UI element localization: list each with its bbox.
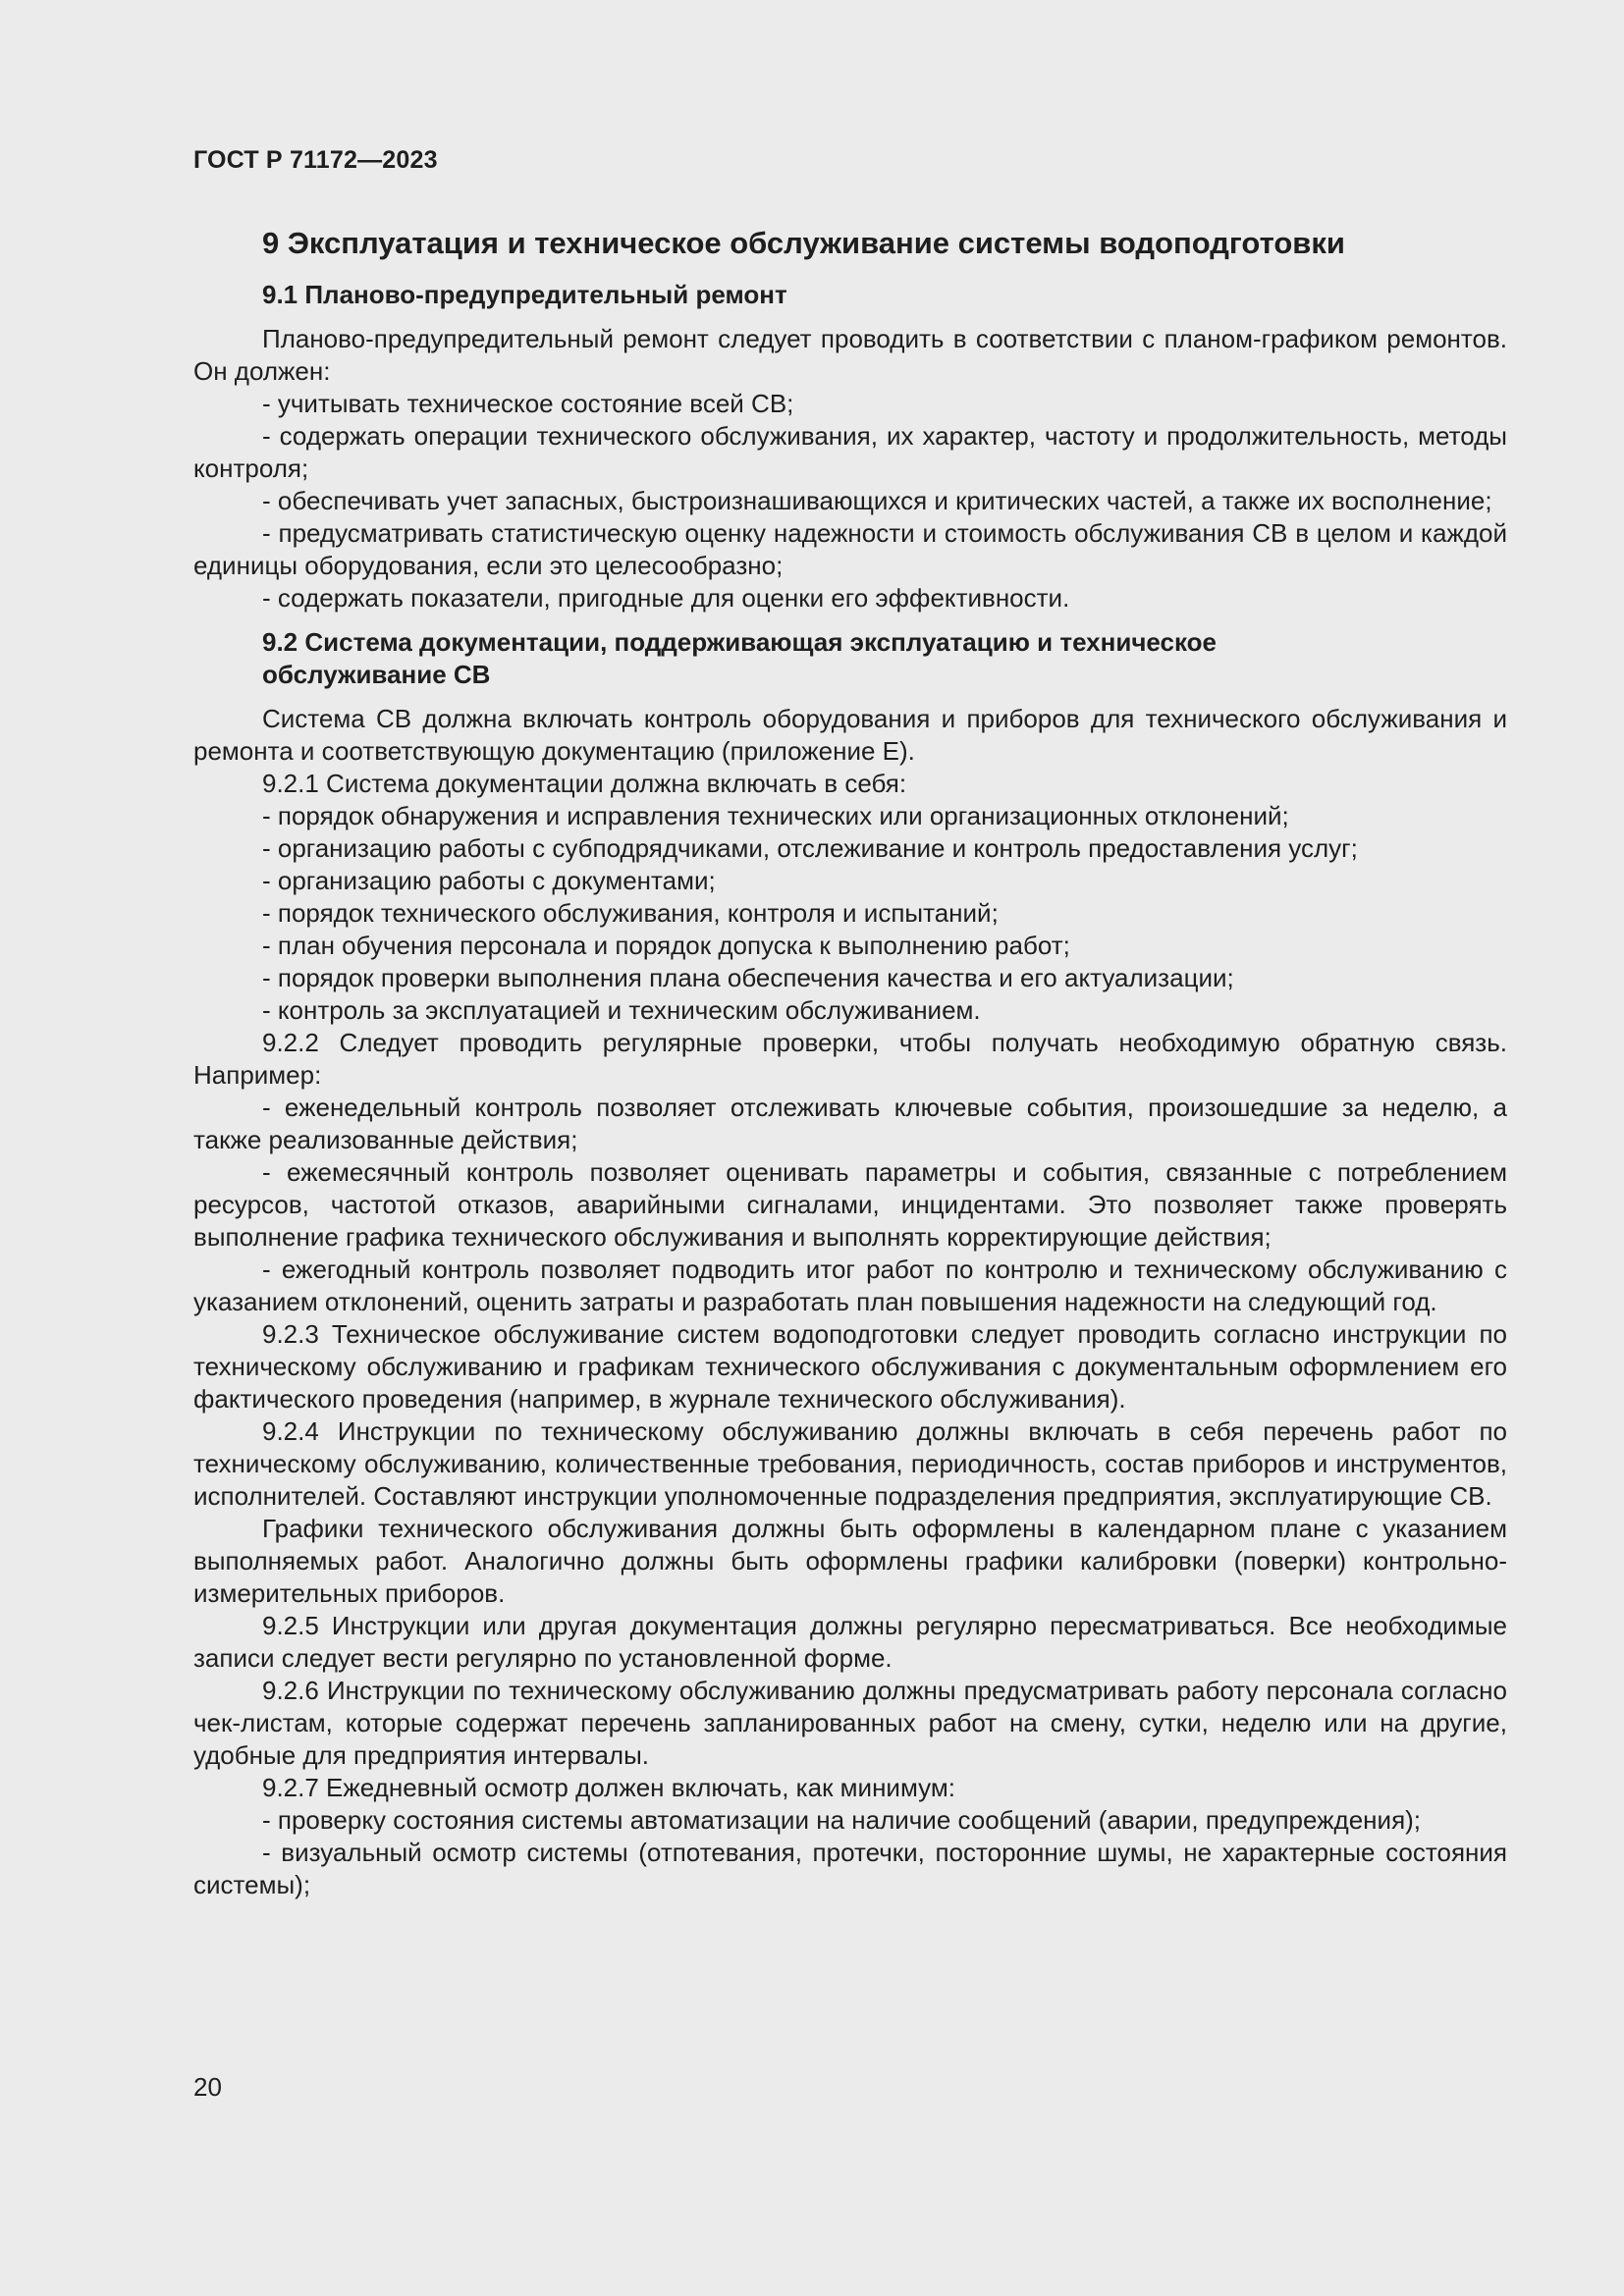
clause: 9.2.1 Система документации должна включать в себя: — [262, 769, 907, 798]
list-item: - порядок проверки выполнения плана обеспечения качества и его актуализации; — [262, 963, 1234, 992]
list-item: - порядок обнаружения и исправления технических или организационных отклонений; — [262, 801, 1289, 830]
list-item: - обеспечивать учет запасных, быстроизнашивающихся и критических частей, а также их восполнение; — [262, 486, 1492, 515]
clause: 9.2.7 Ежедневный осмотр должен включать, как минимум: — [262, 1773, 955, 1802]
list-item: - содержать операции технического обслуживания, их характер, частоту и продолжительность, методы контроля; — [193, 421, 1507, 483]
list-item: - ежемесячный контроль позволяет оценивать параметры и события, связанные с потреблением ресурсов, частотой отказов, аварийными сигналами, инцидентами. Это позволяет также проверять выполнение графика технического обслуживания и выполнять корректирующие действия; — [193, 1157, 1507, 1252]
section-title: 9 Эксплуатация и техническое обслуживание системы водоподготовки — [262, 226, 1345, 260]
paragraph: Планово-предупредительный ремонт следует проводить в соответствии с планом-графиком ремонтов. Он должен: — [193, 324, 1507, 386]
subsection-title-line: обслуживание СВ — [262, 660, 491, 689]
subsection-title — [262, 626, 1507, 691]
clause: 9.2.5 Инструкции или другая документация должны регулярно пересматриваться. Все необходимые записи следует вести регулярно по установленной форме. — [193, 1611, 1507, 1673]
list-item: - еженедельный контроль позволяет отслеживать ключевые события, произошедшие за неделю, а также реализованные действия; — [193, 1093, 1507, 1154]
list-item: - ежегодный контроль позволяет подводить итог работ по контролю и техническому обслуживанию с указанием отклонений, оценить затраты и разработать план повышения надежности на следующий год. — [193, 1255, 1507, 1316]
list-item: - организацию работы с субподрядчиками, отслеживание и контроль предоставления услуг; — [262, 833, 1358, 863]
list-item: - организацию работы с документами; — [262, 866, 716, 895]
subsection-title-line: 9.2 Система документации, поддерживающая эксплуатацию и техническое — [262, 627, 1218, 657]
list-item: - контроль за эксплуатацией и техническим обслуживанием. — [262, 995, 981, 1025]
list-item: - предусматривать статистическую оценку надежности и стоимость обслуживания СВ в целом и каждой единицы оборудования, если это целесообразно; — [193, 518, 1507, 580]
list-item: - порядок технического обслуживания, контроля и испытаний; — [262, 898, 999, 928]
paragraph: Система СВ должна включать контроль оборудования и приборов для технического обслуживания и ремонта и соответствующую документацию (приложение Е). — [193, 704, 1507, 766]
clause: 9.2.2 Следует проводить регулярные проверки, чтобы получать необходимую обратную связь. Например: — [193, 1028, 1507, 1090]
list-item: - содержать показатели, пригодные для оценки его эффективности. — [262, 583, 1070, 613]
page-number: 20 — [193, 2072, 222, 2102]
document-header: ГОСТ Р 71172—2023 — [193, 146, 438, 174]
paragraph: Графики технического обслуживания должны быть оформлены в календарном плане с указанием выполняемых работ. Аналогично должны быть оформлены графики калибровки (поверки) контрольно-измерительных приборов. — [193, 1514, 1507, 1608]
list-item: - план обучения персонала и порядок допуска к выполнению работ; — [262, 931, 1070, 960]
clause: 9.2.6 Инструкции по техническому обслуживанию должны предусматривать работу персонала согласно чек-листам, которые содержат перечень запланированных работ на смену, сутки, неделю или на другие, удобные для предприятия интервалы. — [193, 1676, 1507, 1770]
subsection-title: 9.1 Планово-предупредительный ремонт — [262, 280, 787, 309]
list-item: - проверку состояния системы автоматизации на наличие сообщений (аварии, предупреждения); — [262, 1805, 1422, 1835]
document-body — [193, 224, 1507, 1901]
list-item: - визуальный осмотр системы (отпотевания, протечки, посторонние шумы, не характерные состояния системы); — [193, 1838, 1507, 1899]
clause: 9.2.4 Инструкции по техническому обслуживанию должны включать в себя перечень работ по техническому обслуживанию, количественные требования, периодичность, состав приборов и инструментов, исполнителей. Составляют инструкции уполномоченные подразделения предприятия, эксплуатирующие СВ. — [193, 1416, 1507, 1511]
clause: 9.2.3 Техническое обслуживание систем водоподготовки следует проводить согласно инструкции по техническому обслуживанию и графикам технического обслуживания с документальным оформлением его фактического проведения (например, в журнале технического обслуживания). — [193, 1319, 1507, 1414]
list-item: - учитывать техническое состояние всей СВ; — [262, 389, 794, 418]
